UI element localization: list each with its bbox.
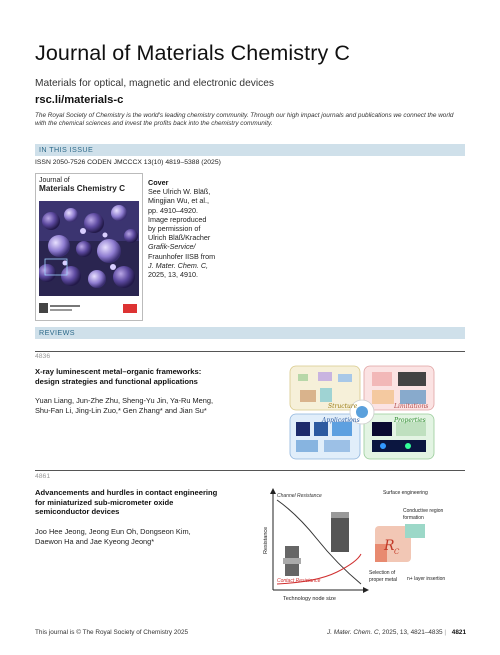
cover-thumb-journal-line2: Materials Chemistry C <box>39 183 126 193</box>
footer-separator: | <box>444 629 448 636</box>
journal-blurb: The Royal Society of Chemistry is the world's leading chemistry community. Through our high impact journals and publications we connect the world with the chemical sciences and invest the profits back into the chemistry community. <box>35 112 454 128</box>
article-divider <box>35 351 465 352</box>
cover-thumbnail[interactable] <box>35 173 143 321</box>
device-short-band <box>283 558 301 564</box>
y-axis-label: Resistance <box>263 526 269 554</box>
journal-link[interactable]: rsc.li/materials-c <box>35 94 124 106</box>
channel-resistance-label: Channel Resistance <box>277 493 322 499</box>
cover-title: Cover <box>148 178 169 187</box>
cover-line: by permission of <box>148 224 201 234</box>
label-structure: Structure <box>328 403 358 410</box>
cover-line: 2025, 13, 4910. <box>148 270 198 280</box>
surface-engineering-label: Surface engineering <box>383 490 428 496</box>
label-applications: Applications <box>322 417 360 424</box>
y-axis-arrow <box>270 488 276 494</box>
toc-graphic-mof <box>288 364 436 461</box>
rc-symbol: R <box>384 538 395 554</box>
cover-line: See Ulrich W. Bläß, <box>148 187 211 197</box>
x-axis-arrow <box>363 587 369 593</box>
footer-copyright: This journal is © The Royal Society of Chemistry 2025 <box>35 629 189 636</box>
cover-description <box>148 178 240 279</box>
cover-artwork <box>39 201 139 296</box>
conductive-region-label: Conductive region <box>403 508 444 514</box>
cover-line: Fraunhofer IISB from <box>148 251 216 261</box>
authors-line: Daewon Ha and Jae Kyeong Jeong* <box>35 536 155 546</box>
article-title-line: design strategies and functional applications <box>35 376 198 386</box>
issn-line: ISSN 2050-7526 CODEN JMCCCX 13(10) 4819–5388 (2025) <box>35 159 221 166</box>
article-title-line: X-ray luminescent metal–organic frameworks: <box>35 367 202 376</box>
label-properties: Properties <box>394 417 426 424</box>
journal-title: Journal of Materials Chemistry C <box>35 41 351 65</box>
formation-label: formation <box>403 515 424 521</box>
insertion-label: n+ layer insertion <box>407 576 446 582</box>
footer-page-number: 4821 <box>451 629 467 636</box>
reviews-bar: REVIEWS <box>35 327 465 339</box>
in-this-issue-bar: IN THIS ISSUE <box>35 144 465 156</box>
cover-line: Mingjian Wu, et al., <box>148 196 209 206</box>
cover-line: Ulrich Bläß/Kracher <box>148 233 211 243</box>
article-title-line: semiconductor devices <box>35 507 120 516</box>
cover-thumb-journal-line1: Journal of <box>39 177 70 184</box>
cover-thumb-header <box>39 177 139 192</box>
journal-subtitle: Materials for optical, magnetic and electronic devices <box>35 78 274 89</box>
article-title[interactable] <box>35 488 250 517</box>
cover-line: J. Mater. Chem. C, <box>148 260 209 270</box>
rsc-logo <box>39 300 139 316</box>
article-title-line: Advancements and hurdles in contact engineering <box>35 488 218 497</box>
article-authors <box>35 527 255 546</box>
rc-side-block <box>405 524 425 538</box>
cover-line: Image reproduced <box>148 214 207 224</box>
article-authors <box>35 396 255 415</box>
article-title-line: for miniaturized sub-micrometer oxide <box>35 497 174 507</box>
article-title[interactable] <box>35 367 250 386</box>
toc-graphic-contact <box>257 484 465 606</box>
authors-line: Shu-Fan Li, Jing-Lin Zuo,* Gen Zhang* and Jian Su* <box>35 405 207 415</box>
footer-journal: J. Mater. Chem. C <box>327 629 379 636</box>
x-axis-label: Technology node size <box>283 596 336 602</box>
cover-line: Grafik-Service/ <box>148 242 196 252</box>
article-page-number: 4836 <box>35 353 51 360</box>
label-limitations: Limitations <box>394 403 429 410</box>
selection-label-1: Selection of <box>369 570 396 576</box>
selection-label-2: proper metal <box>369 577 398 583</box>
footer-citation-rest: , 2025, 13, 4821–4835 <box>378 629 443 636</box>
contact-resistance-label: Contact Resistance <box>277 578 321 584</box>
cover-line: pp. 4910–4920. <box>148 205 198 215</box>
authors-line: Joo Hee Jeong, Jeong Eun Oh, Dongseon Kim, <box>35 527 191 536</box>
footer-citation <box>327 629 466 636</box>
device-tall-top <box>331 512 349 518</box>
rc-subscript: C <box>394 548 400 556</box>
article-page-number: 4861 <box>35 473 51 480</box>
authors-line: Yuan Liang, Jun-Zhe Zhu, Sheng-Yu Jin, Ya-Ru Meng, <box>35 396 214 405</box>
article-divider <box>35 470 465 471</box>
